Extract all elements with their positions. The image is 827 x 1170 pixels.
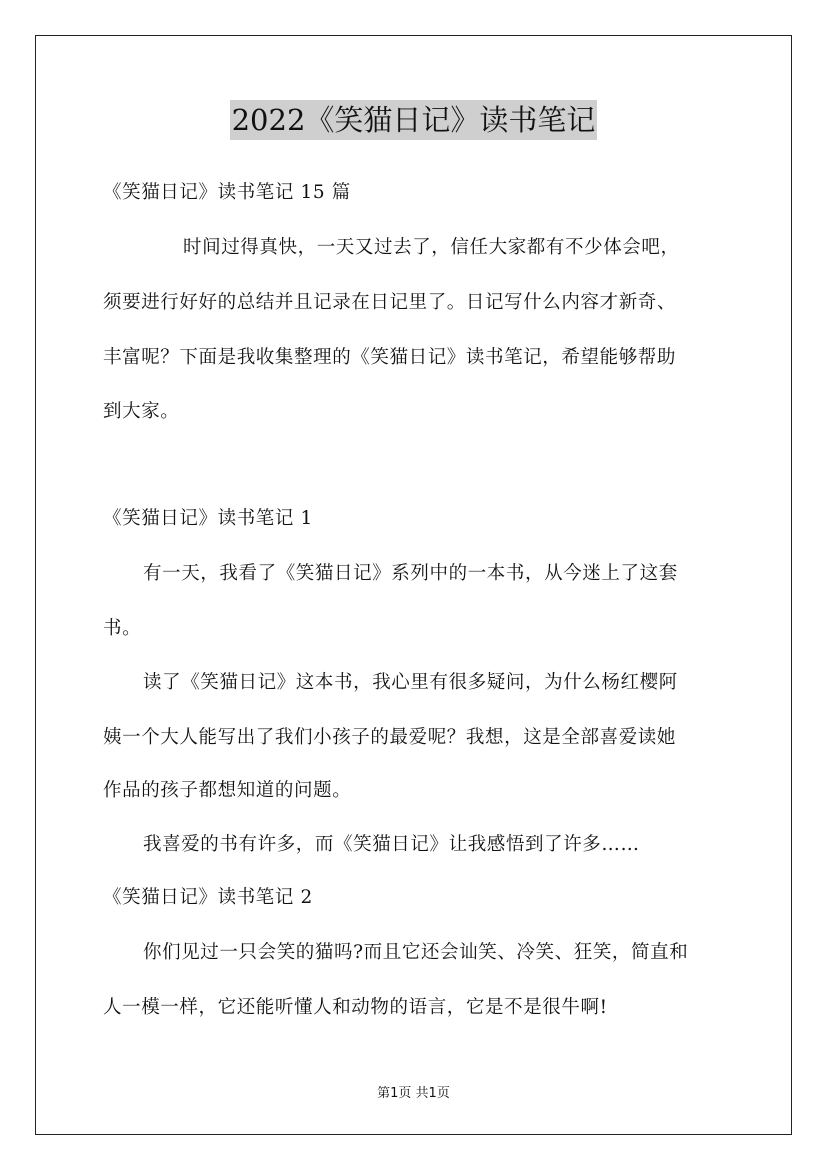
paragraph-line: 书。 <box>103 618 142 639</box>
document-title: 2022《笑猫日记》读书笔记 <box>230 100 598 140</box>
paragraph-line: 丰富呢？下面是我收集整理的《笑猫日记》读书笔记，希望能够帮助 <box>103 347 677 368</box>
paragraph-line: 须要进行好好的总结并且记录在日记里了。日记写什么内容才新奇、 <box>103 292 677 313</box>
subtitle: 《笑猫日记》读书笔记 15 篇 <box>103 182 351 203</box>
section-heading: 《笑猫日记》读书笔记 2 <box>103 887 313 908</box>
title-container <box>0 100 827 140</box>
page-footer: 第1页 共1页 <box>377 1086 450 1101</box>
paragraph-line: 到大家。 <box>103 401 180 422</box>
paragraph-line: 有一天，我看了《笑猫日记》系列中的一本书，从今迷上了这套 <box>143 563 678 584</box>
paragraph-line: 姨一个大人能写出了我们小孩子的最爱呢？我想，这是全部喜爱读她 <box>103 727 677 748</box>
paragraph-line: 我喜爱的书有许多，而《笑猫日记》让我感悟到了许多…… <box>143 834 640 855</box>
paragraph-line: 作品的孩子都想知道的问题。 <box>103 780 352 801</box>
paragraph-line: 人一模一样，它还能听懂人和动物的语言，它是不是很牛啊! <box>103 997 608 1018</box>
paragraph-line: 你们见过一只会笑的猫吗?而且它还会讪笑、冷笑、狂笑，简直和 <box>143 942 689 963</box>
section-heading: 《笑猫日记》读书笔记 1 <box>103 508 313 529</box>
paragraph-line: 读了《笑猫日记》这本书，我心里有很多疑问，为什么杨红樱阿 <box>143 672 678 693</box>
paragraph-line: 时间过得真快，一天又过去了，信任大家都有不少体会吧， <box>183 237 680 258</box>
